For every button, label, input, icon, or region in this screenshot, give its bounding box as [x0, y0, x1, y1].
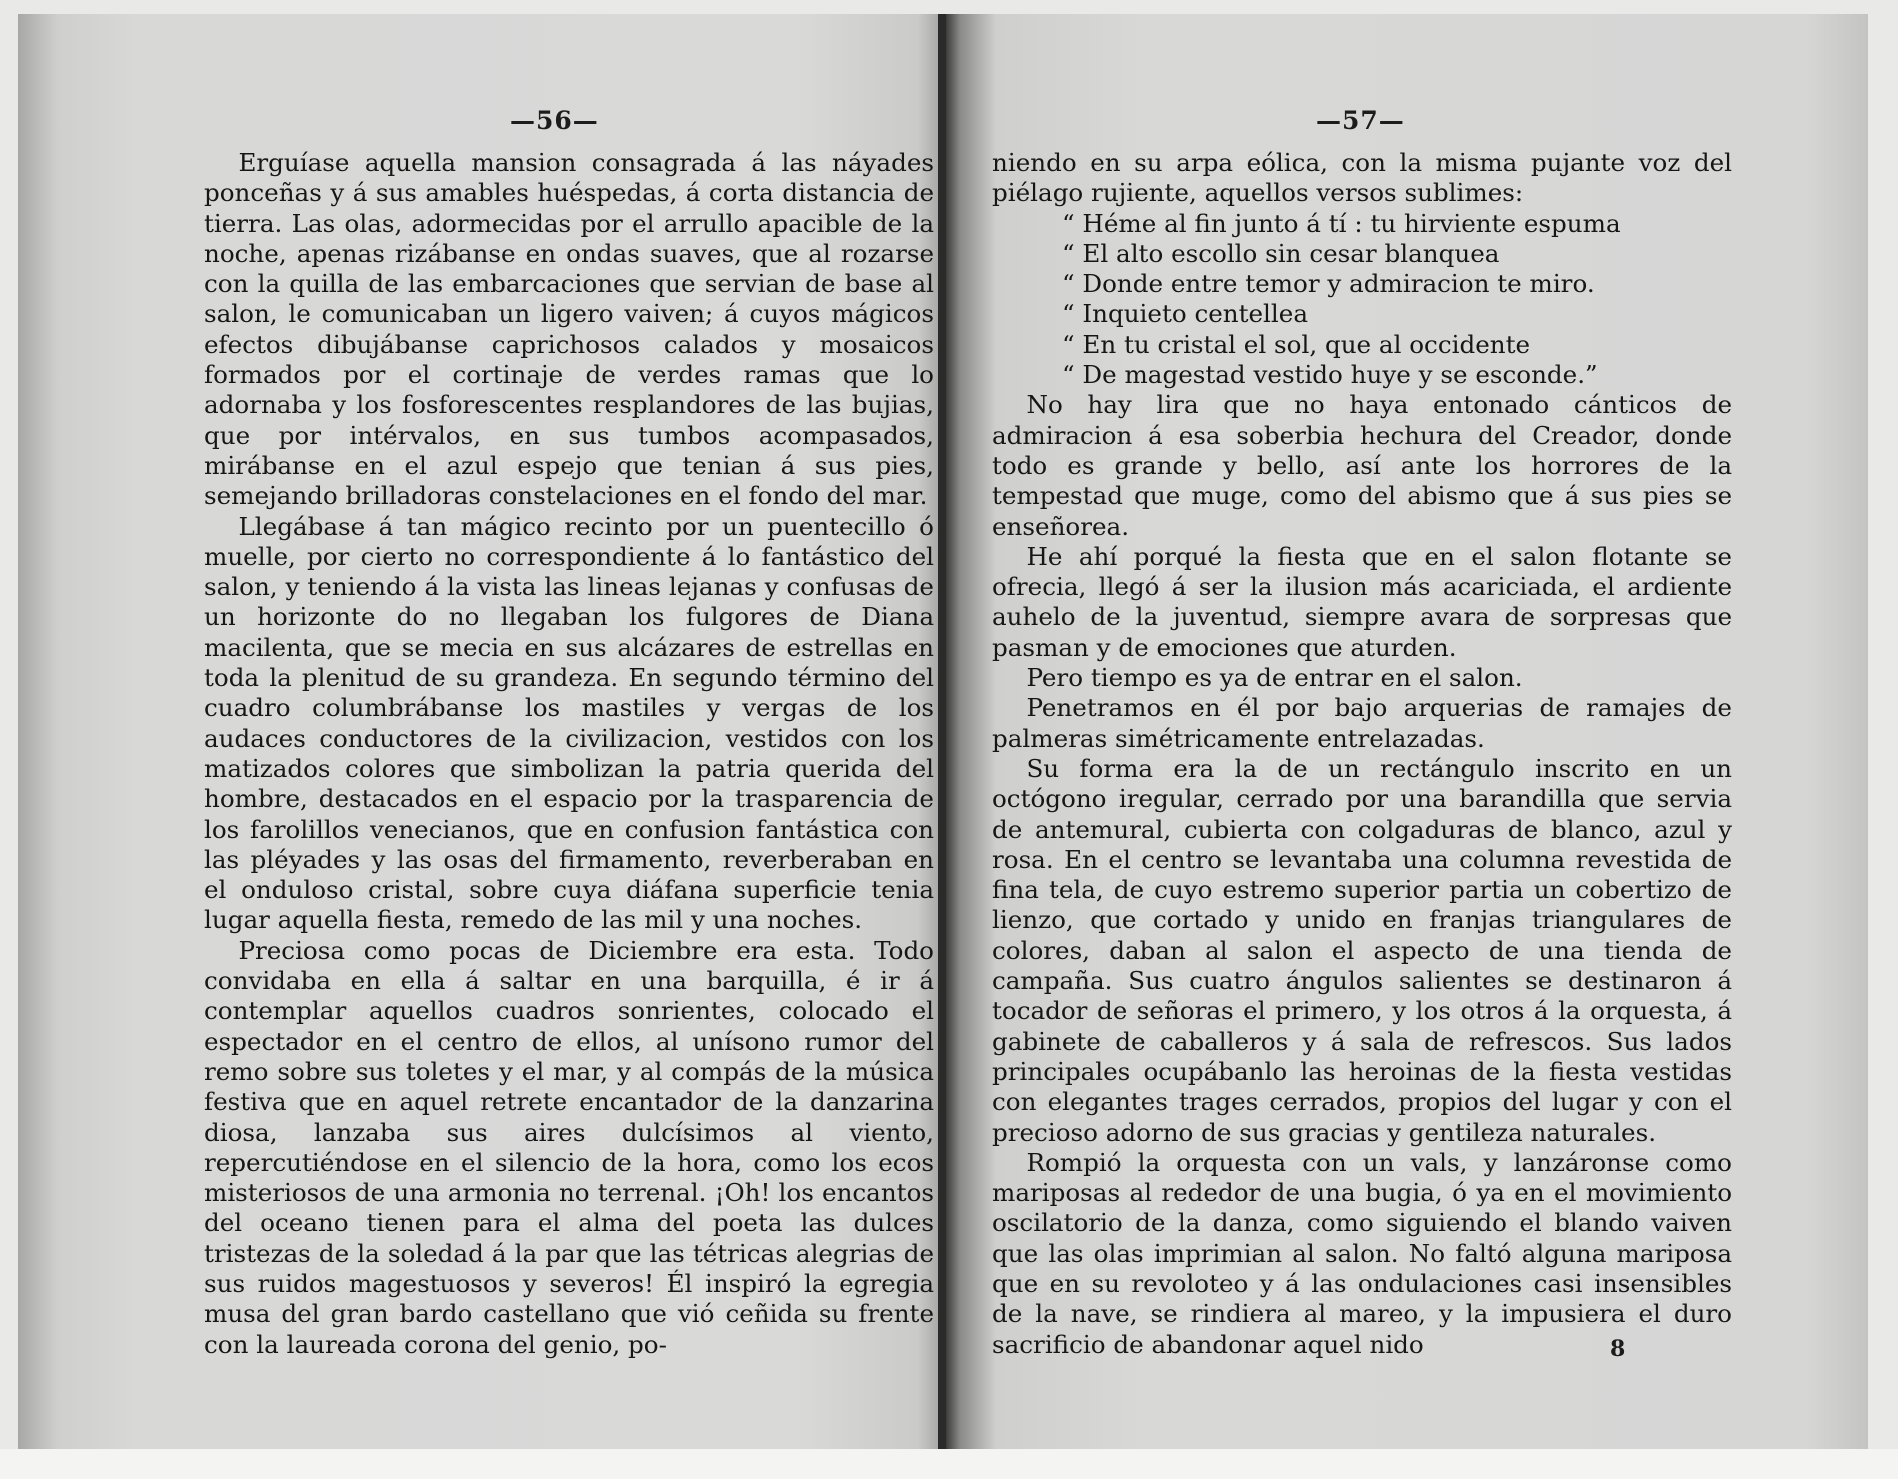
verse-line: “ De magestad vestido huye y se esconde.”	[1062, 360, 1598, 390]
page-number-right: —57—	[1316, 106, 1405, 135]
paragraph: He ahí porqué la fiesta que en el salon flotante se ofrecia, llegó á ser la ilusion más acariciada, el ardiente auhelo de la juventud, siempre avara de sorpresas que pasman y de emociones que aturden.	[992, 541, 1732, 662]
paragraph-continuation: niendo en su arpa eólica, con la misma pujante voz del piélago rujiente, aquellos versos sublimes:	[992, 148, 1732, 208]
right-page-text	[992, 148, 1732, 1360]
right-page	[946, 14, 1868, 1449]
left-page	[18, 14, 946, 1449]
verse-line: “ Héme al fin junto á tí : tu hirviente espuma	[1062, 208, 1621, 238]
verse-line: “ En tu cristal el sol, que al occidente	[1062, 329, 1531, 359]
paragraph: Su forma era la de un rectángulo inscrito en un octógono iregular, cerrado por una barandilla que servia de antemural, cubierta con colgaduras de blanco, azul y rosa. En el centro se levantaba una columna revestida de fina tela, de cuyo estremo superior partia un cobertizo de lienzo, que cortado y unido en franjas triangulares de colores, daban al salon el aspecto de una tienda de campaña. Sus cuatro ángulos salientes se destinaron á tocador de señoras el primero, y los otros á la orquesta, á gabinete de caballeros y á sala de refrescos. Sus lados principales ocupábanlo las heroinas de la fiesta vestidas con elegantes trages cerrados, propios del lugar y con el precioso adorno de sus gracias y gentileza naturales.	[992, 753, 1732, 1147]
left-page-text	[204, 148, 934, 1360]
verse-line: “ Inquieto centellea	[1062, 299, 1309, 329]
paragraph: Erguíase aquella mansion consagrada á las náyades ponceñas y á sus amables huéspedas, á corta distancia de tierra. Las olas, adormecidas por el arrullo apacible de la noche, apenas rizábanse en ondas suaves, que al rozarse con la quilla de las embarcaciones que servian de base al salon, le comunicaban un ligero vaiven; á cuyos mágicos efectos dibujábanse caprichosos calados y mosaicos formados por el cortinaje de verdes ramas que lo adornaba y los fosforescentes resplandores de las bujias, que por intérvalos, en sus tumbos acompasados, mirábanse en el azul espejo que tenian á sus pies, semejando brilladoras constelaciones en el fondo del mar.	[204, 148, 934, 511]
paragraph: No hay lira que no haya entonado cánticos de admiracion á esa soberbia hechura del Creador, donde todo es grande y bello, así ante los horrores de la tempestad que muge, como del abismo que á sus pies se enseñorea.	[992, 390, 1732, 541]
paragraph: Llegábase á tan mágico recinto por un puentecillo ó muelle, por cierto no correspondiente á lo fantástico del salon, y teniendo á la vista las lineas lejanas y confusas de un horizonte do no llegaban los fulgores de Diana macilenta, que se mecia en sus alcázares de estrellas en toda la plenitud de su grandeza. En segundo término del cuadro columbrábanse los mastiles y vergas de los audaces conductores de la civilizacion, vestidos con los matizados colores que simbolizan la patria querida del hombre, destacados en el espacio por la trasparencia de los farolillos venecianos, que en confusion fantástica con las pléyades y las osas del firmamento, reverberaban en el onduloso cristal, sobre cuya diáfana superficie tenia lugar aquella fiesta, remedo de las mil y una noches.	[204, 511, 934, 935]
scan-margin	[0, 1449, 1898, 1479]
verse-line: “ El alto escollo sin cesar blanquea	[1062, 238, 1500, 268]
paragraph: Penetramos en él por bajo arquerias de ramajes de palmeras simétricamente entrelazadas.	[992, 693, 1732, 753]
paragraph: Rompió la orquesta con un vals, y lanzáronse como mariposas al rededor de una bugia, ó ya en el movimiento oscilatorio de la danza, como siguiendo el blando vaiven que las olas imprimian al salon. No faltó alguna mariposa que en su revoloteo y á las ondulaciones casi insensibles de la nave, se rindiera al mareo, y la impusiera el duro sacrificio de abandonar aquel nido	[992, 1147, 1732, 1359]
page-number-left: —56—	[510, 106, 599, 135]
paragraph: Preciosa como pocas de Diciembre era esta. Todo convidaba en ella á saltar en una barquilla, é ir á contemplar aquellos cuadros sonrientes, colocado el espectador en el centro de ellos, al unísono rumor del remo sobre sus toletes y el mar, y al compás de la música festiva que en aquel retrete encantador de la danzarina diosa, lanzaba sus aires dulcísimos al viento, repercutiéndose en el silencio de la hora, como los ecos misteriosos de una armonia no terrenal. ¡Oh! los encantos del oceano tienen para el alma del poeta las dulces tristezas de la soledad á la par que las tétricas alegrias de sus ruidos magestuosos y severos! Él inspiró la egregia musa del gran bardo castellano que vió ceñida su frente con la laureada corona del genio, po-	[204, 935, 934, 1359]
verse-line: “ Donde entre temor y admiracion te miro.	[1062, 269, 1595, 299]
signature-mark: 8	[1610, 1336, 1626, 1362]
paragraph: Pero tiempo es ya de entrar en el salon.	[1026, 663, 1523, 693]
